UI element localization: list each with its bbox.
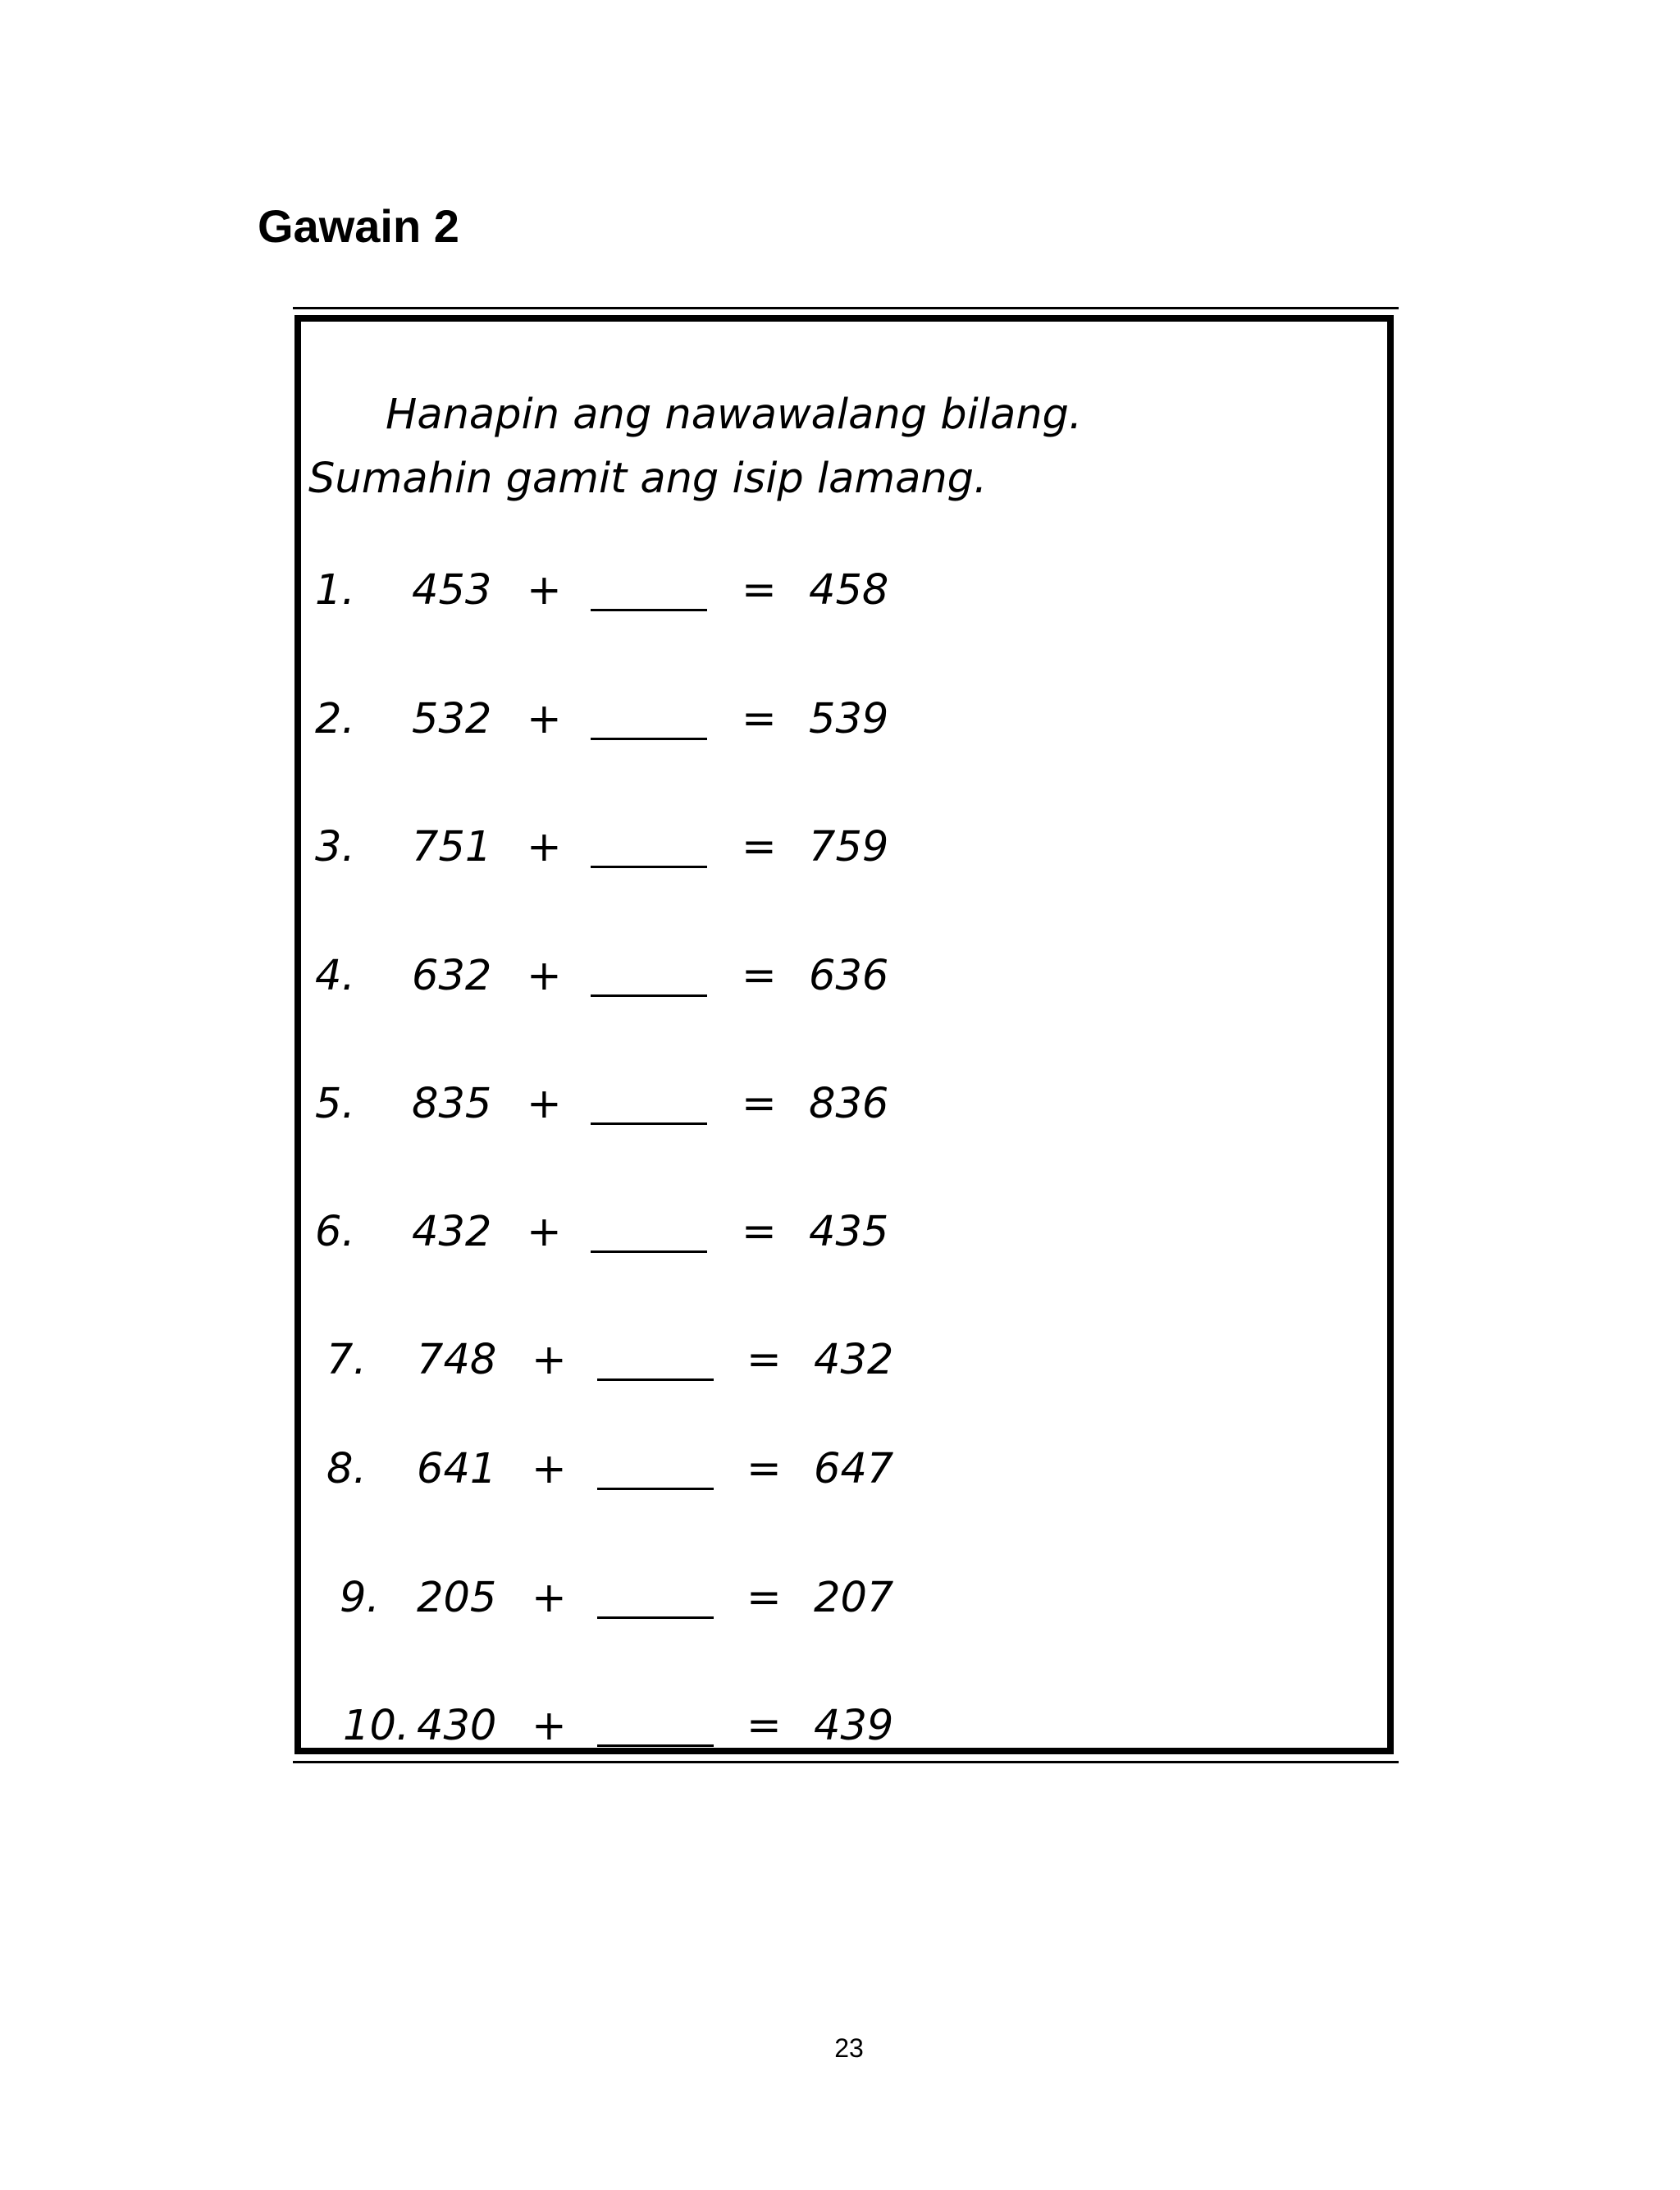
top-rule [293, 307, 1399, 309]
problem-addend: 835 [412, 1080, 492, 1128]
problem-number: 10. [343, 1702, 410, 1750]
answer-blank[interactable] [591, 866, 707, 868]
problem-number: 5. [315, 1080, 355, 1128]
answer-blank[interactable] [597, 1488, 714, 1490]
problem-addend: 430 [417, 1702, 497, 1750]
problem-sum: 539 [809, 695, 889, 743]
equals-sign: = [746, 1574, 782, 1622]
problem-addend: 751 [412, 823, 492, 871]
problem-sum: 759 [809, 823, 889, 871]
problem-addend: 748 [417, 1336, 497, 1384]
plus-sign: + [527, 1080, 562, 1128]
problem-sum: 435 [809, 1208, 889, 1256]
problem-addend: 532 [412, 695, 492, 743]
plus-sign: + [527, 952, 562, 1000]
plus-sign: + [532, 1336, 567, 1384]
equals-sign: = [742, 566, 777, 615]
problem-addend: 453 [412, 566, 492, 615]
problem-addend: 432 [412, 1208, 492, 1256]
answer-blank[interactable] [597, 1616, 714, 1619]
answer-blank[interactable] [597, 1378, 714, 1381]
problem-number: 2. [315, 695, 355, 743]
problem-number: 7. [326, 1336, 367, 1384]
answer-blank[interactable] [597, 1744, 714, 1747]
problem-row [0, 1334, 1680, 1387]
plus-sign: + [527, 823, 562, 871]
answer-blank[interactable] [591, 609, 707, 611]
plus-sign: + [532, 1702, 567, 1750]
equals-sign: = [746, 1702, 782, 1750]
problem-number: 4. [315, 952, 355, 1000]
plus-sign: + [532, 1445, 567, 1493]
instruction-line-2: Sumahin gamit ang isip lamang. [308, 455, 988, 503]
problem-number: 1. [315, 566, 355, 615]
problem-number: 3. [315, 823, 355, 871]
equals-sign: = [742, 1208, 777, 1256]
instruction-line-1: Hanapin ang nawawalang bilang. [386, 391, 1083, 439]
problem-row [0, 693, 1680, 746]
page-number: 23 [834, 2033, 864, 2063]
problem-sum: 836 [809, 1080, 889, 1128]
answer-blank[interactable] [591, 1250, 707, 1253]
problem-sum: 458 [809, 566, 889, 615]
problem-row [0, 821, 1680, 874]
plus-sign: + [527, 566, 562, 615]
problem-sum: 207 [814, 1574, 894, 1622]
problem-row [0, 1572, 1680, 1625]
problem-addend: 632 [412, 952, 492, 1000]
equals-sign: = [742, 1080, 777, 1128]
equals-sign: = [746, 1336, 782, 1384]
page-title: Gawain 2 [258, 200, 459, 252]
problem-addend: 641 [417, 1445, 497, 1493]
problem-row [0, 565, 1680, 617]
answer-blank[interactable] [591, 994, 707, 997]
equals-sign: = [746, 1445, 782, 1493]
problem-row [0, 1206, 1680, 1259]
problem-row [0, 1700, 1680, 1753]
problem-number: 9. [340, 1574, 380, 1622]
plus-sign: + [532, 1574, 567, 1622]
problem-row [0, 1443, 1680, 1496]
problem-sum: 432 [814, 1336, 894, 1384]
problem-number: 6. [315, 1208, 355, 1256]
plus-sign: + [527, 695, 562, 743]
plus-sign: + [527, 1208, 562, 1256]
problem-row [0, 950, 1680, 1003]
equals-sign: = [742, 952, 777, 1000]
equals-sign: = [742, 695, 777, 743]
equals-sign: = [742, 823, 777, 871]
problem-sum: 636 [809, 952, 889, 1000]
problem-number: 8. [326, 1445, 367, 1493]
answer-blank[interactable] [591, 738, 707, 740]
answer-blank[interactable] [591, 1122, 707, 1125]
problem-addend: 205 [417, 1574, 497, 1622]
problem-sum: 439 [814, 1702, 894, 1750]
problem-sum: 647 [814, 1445, 894, 1493]
exercise-box [294, 315, 1394, 1754]
problem-row [0, 1078, 1680, 1131]
bottom-rule [293, 1761, 1399, 1763]
